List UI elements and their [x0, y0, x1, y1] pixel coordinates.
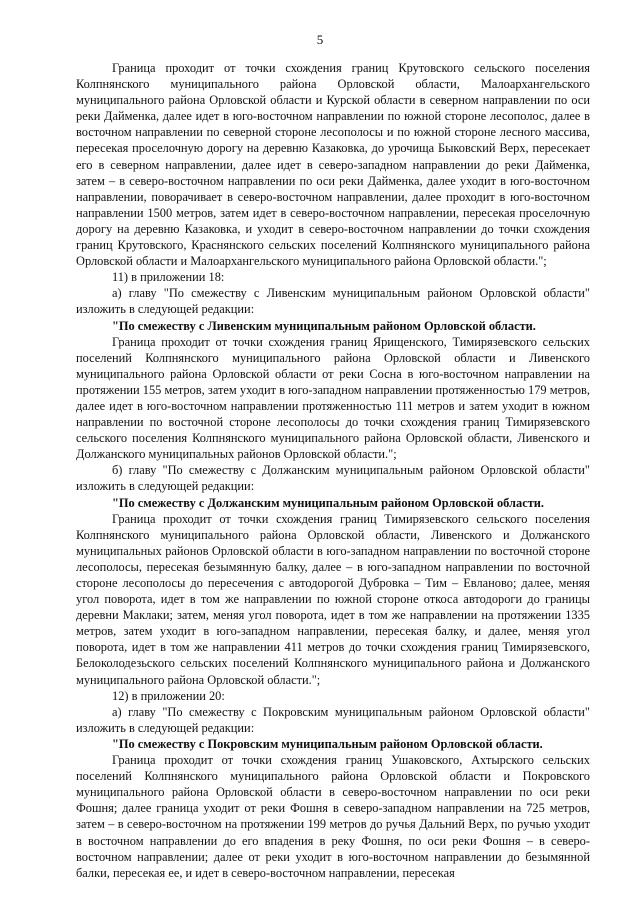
paragraph-item-12: 12) в приложении 20: [112, 688, 225, 703]
paragraph-item-11a: а) главу "По смежеству с Ливенским муниципальным районом Орловской области" изложить в следующей редакции: [76, 286, 590, 317]
paragraph-boundary-krutovskoe: Граница проходит от точки схождения границ Крутовского сельского поселения Колпнянского муниципального района Орловской области, Малоархангельского муниципального района Орловской области и Курской области в северном направлении по оси реки Дайменка, далее идет в юго-восточном направлении по южной стороне лесополос, далее в восточном направлении по северной стороне лесополосы и по южной стороне лесного массива, пересекая проселочную дорогу на деревню Казаковка, до урочища Быковский Верх, пересекает его в северном направлении, далее идет в северо-западном направлении до реки Дайменка, затем – в северо-восточном направлении по оси реки Дайменка, далее уходит в юго-восточном направлении, поворачивает в северо-восточном направлении, далее проходит в юго-восточном направлении 1500 метров, затем идет в северо-восточном направлении, пересекая проселочную дорогу на деревню Казаковка, и уходит в северо-восточном направлении до точки схождения границ Крутовского, Краснянского сельских поселений Колпнянского муниципального района Орловской области и Малоархангельского муниципального района Орловской области."; [76, 61, 590, 269]
paragraph-boundary-dolzhansky: Граница проходит от точки схождения границ Тимирязевского сельского поселения Колпнянского муниципального района Орловской области, Ливенского и Должанского муниципальных районов Орловской области в юго-западном направлении по восточной стороне лесополосы, пересекая безымянную балку, далее – в юго-западном направлении по восточной стороне лесополосы до пересечения с автодорогой Дубровка – Тим – Евланово; далее, меняя угол поворота, идет в том же направлении по южной стороне откоса автодороги до границы деревни Маклаки; затем, меняя угол поворота, идет в том же направлении на протяжении 1335 метров, затем уходит в юго-западном направлении, пересекая балку, и далее, меняя угол поворота, идет в том же направлении 411 метров до точки схождения границ Тимирязевского, Белоколодезьского сельских поселений Колпнянского муниципального района и Должанского муниципального района Орловской области."; [76, 511, 590, 687]
heading-pokrovsky-district: "По смежеству с Покровским муниципальным районом Орловской области. [112, 736, 543, 751]
paragraph-item-12a: а) главу "По смежеству с Покровским муниципальным районом Орловской области" изложить в следующей редакции: [76, 704, 590, 735]
page-number: 5 [316, 32, 324, 47]
paragraph-item-11: 11) в приложении 18: [112, 270, 225, 285]
paragraph-boundary-pokrovsky: Граница проходит от точки схождения границ Ушаковского, Ахтырского сельских поселений Колпнянского муниципального района Орловской области и Покровского муниципального района Орловской области в северо-восточном направлении по оси реки Фошня; далее граница уходит от реки Фошня в северо-западном направлении на 725 метров, затем – в северо-восточном на протяжении 199 метров до ручья Дальний Верх, по ручью уходит в восточном направлении до его впадения в реку Фошня, по оси реки Фошня – в северо-восточном направлении; далее от реки уходит в юго-восточном направлении до безымянной балки, пересекая ее, и идет в северо-восточном направлении, пересекая [76, 753, 590, 880]
document-body [76, 60, 590, 881]
heading-dolzhansky-district: "По смежеству с Должанским муниципальным районом Орловской области. [112, 495, 545, 510]
paragraph-boundary-livny: Граница проходит от точки схождения границ Ярищенского, Тимирязевского сельских поселений Колпнянского муниципального района Орловской области и Ливенского муниципального района Орловской области от реки Сосна в юго-восточном направлении на протяжении 155 метров, затем уходит в юго-западном направлении протяженностью 179 метров, далее идет в юго-восточном направлении протяженностью 111 метров и затем уходит в южном направлении по восточной стороне лесополосы до точки схождения границ Тимирязевского сельского поселения Колпнянского муниципального района Орловской области, Ливенского и Должанского муниципальных районов Орловской области."; [76, 334, 590, 462]
heading-livny-district: "По смежеству с Ливенским муниципальным районом Орловской области. [112, 318, 536, 333]
paragraph-item-11b: б) главу "По смежеству с Должанским муниципальным районом Орловской области" изложить в следующей редакции: [76, 463, 590, 494]
